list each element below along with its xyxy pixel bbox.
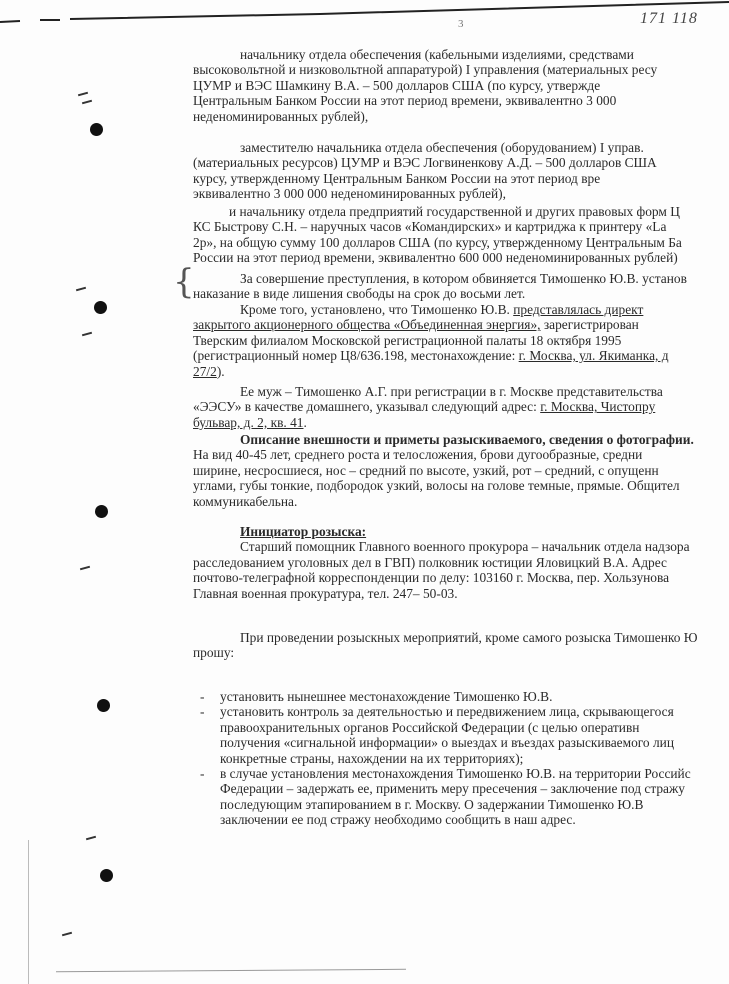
text-line	[193, 415, 729, 430]
text-line: ширине, несросшиеся, нос – средний по высоте, узкий, рот – средний, с опущенн	[193, 462, 659, 478]
paragraph-4	[193, 271, 729, 302]
margin-mark	[82, 332, 92, 337]
underlined-text: представлялась директ	[513, 302, 644, 317]
bullet-dash: -	[200, 689, 205, 704]
text-line	[193, 302, 729, 317]
paragraph-3	[193, 204, 729, 266]
text-line: Федерации – задержать ее, применить меру пресечения – заключение под стражу	[220, 781, 685, 797]
text-line: На вид 40-45 лет, среднего роста и телосложения, брови дугообразные, средни	[193, 447, 643, 463]
bullet-dash: -	[200, 766, 205, 782]
paragraph-2	[193, 140, 729, 202]
text-line: установить нынешнее местонахождение Тимошенко Ю.В.	[220, 689, 553, 704]
list-item	[200, 704, 729, 766]
text-segment: Кроме того, установлено, что Тимошенко Ю.В.	[240, 302, 514, 317]
page-number: 3	[458, 18, 464, 30]
paragraph-5	[193, 302, 729, 379]
text-line: почтово-телеграфной корреспонденции по делу: 103160 г. Москва, пер. Хользунова	[193, 570, 670, 586]
margin-mark	[78, 92, 88, 97]
text-line: За совершение преступления, в котором обвиняется Тимошенко Ю.В. установ	[240, 271, 687, 286]
text-line: Тверским филиалом Московской регистрационной палаты 18 октября 1995	[193, 332, 622, 348]
text-line: 2р», на общую сумму 100 долларов США (по курсу, утвержденному Центральным Ба	[193, 234, 682, 250]
text-line: коммуникабельна.	[193, 493, 298, 509]
text-line: получения «сигнальной информации» о выездах и въездах разыскиваемого лиц	[220, 735, 674, 751]
underlined-text: г. Москва, Чистопру	[540, 399, 656, 415]
handwritten-page-number: 171 118	[640, 10, 698, 27]
text-line: КС Быстрову С.Н. – наручных часов «Командирских» и картриджа к принтеру «La	[193, 219, 667, 235]
text-line	[193, 399, 729, 414]
request-list	[200, 689, 729, 828]
punch-hole-icon	[100, 869, 113, 882]
paragraph-7	[193, 432, 729, 509]
text-line: заключении ее под стражу необходимо сообщить в наш адрес.	[220, 812, 576, 828]
text-segment: «ЭЭСУ» в качестве домашнего, указывал следующий адрес:	[193, 399, 541, 415]
description-heading: Описание внешности и приметы разыскиваемого, сведения о фотографии.	[240, 432, 694, 447]
margin-mark	[80, 566, 90, 571]
text-line: наказание в виде лишения свободы на срок до восьми лет.	[193, 286, 526, 302]
text-line: Главная военная прокуратура, тел. 247– 50-03.	[193, 585, 458, 601]
text-line: (материальных ресурсов) ЦУМР и ВЭС Логвиненкову А.Д. – 500 долларов США	[193, 155, 657, 171]
margin-mark	[76, 287, 86, 292]
margin-mark	[82, 100, 92, 105]
punch-hole-icon	[95, 505, 108, 518]
text-line: в случае установления местонахождения Тимошенко Ю.В. на территории Российс	[220, 766, 691, 782]
bullet-dash: -	[200, 704, 205, 720]
text-line: При проведении розыскных мероприятий, кроме самого розыска Тимошенко Ю	[240, 630, 698, 645]
text-line: начальнику отдела обеспечения (кабельными изделиями, средствами	[240, 47, 634, 62]
handwritten-brace: {	[173, 262, 195, 302]
text-line: правоохранительных органов Российской Федерации (с целью оперативн	[220, 719, 640, 735]
text-line: высоковольтной и низковольтной аппаратурой) I управления (материальных ресу	[193, 62, 658, 78]
text-segment: .	[303, 414, 307, 430]
text-line: эквивалентно 3 000 000 неденоминированных рублей),	[193, 186, 506, 202]
paragraph-6	[193, 384, 729, 430]
margin-mark	[86, 836, 96, 841]
scan-top-edge	[0, 0, 729, 30]
text-line: конкретные страны, нахождении на их территориях);	[220, 750, 524, 766]
initiator-heading: Инициатор розыска:	[240, 524, 367, 539]
text-segment: зарегистрирован	[540, 317, 639, 333]
paragraph-9	[193, 630, 729, 661]
text-line: установить контроль за деятельностью и передвижением лица, скрывающегося	[220, 704, 674, 720]
text-line: Центральным Банком России на этот период времени, эквивалентно 3 000	[193, 93, 617, 109]
text-line: расследованием уголовных дел в ГВП) полковник юстиции Яловицкий В.А. Адрес	[193, 554, 667, 570]
text-line	[193, 364, 729, 379]
list-item	[200, 689, 729, 704]
text-line: заместителю начальника отдела обеспечения (оборудованием) I управ.	[240, 140, 644, 155]
punch-hole-icon	[90, 123, 103, 136]
text-segment: (регистрационный номер Ц8/636.198, местонахождение:	[193, 348, 519, 364]
text-line	[193, 317, 729, 332]
text-line	[193, 348, 729, 363]
text-line: курсу, утвержденному Центральным Банком России на этот период вре	[193, 170, 601, 186]
scan-left-edge	[28, 840, 29, 984]
text-line: углами, губы тонкие, подбородок узкий, волосы на голове темные, прямые. Общител	[193, 478, 680, 494]
underlined-text: 27/2	[193, 363, 217, 379]
text-line: неденоминированных рублей),	[193, 108, 369, 124]
text-line: Старший помощник Главного военного прокурора – начальник отдела надзора	[240, 539, 690, 555]
text-line: прошу:	[193, 645, 235, 661]
text-line: России на этот период времени, эквивалентно 600 000 неденоминированных рублей)	[193, 250, 678, 266]
punch-hole-icon	[94, 301, 107, 314]
paragraph-1	[193, 47, 729, 124]
underlined-text: бульвар, д. 2, кв. 41	[193, 414, 304, 430]
text-segment: ).	[216, 363, 225, 379]
underlined-text: закрытого акционерного общества «Объединенная энергия»,	[193, 317, 541, 333]
text-line: и начальнику отдела предприятий государственной и других правовых форм Ц	[229, 204, 680, 219]
underlined-text: г. Москва, ул. Якиманка, д	[518, 348, 669, 364]
list-item	[200, 766, 729, 828]
scan-bottom-edge	[56, 969, 406, 972]
text-line: Ее муж – Тимошенко А.Г. при регистрации в г. Москве представительства	[240, 384, 663, 399]
text-line: ЦУМР и ВЭС Шамкину В.А. – 500 долларов США (по курсу, утвержде	[193, 77, 601, 93]
punch-hole-icon	[97, 699, 110, 712]
paragraph-8	[193, 524, 729, 601]
text-line: последующим этапированием в г. Москву. О задержании Тимошенко Ю.В	[220, 796, 644, 812]
margin-mark	[62, 932, 72, 937]
